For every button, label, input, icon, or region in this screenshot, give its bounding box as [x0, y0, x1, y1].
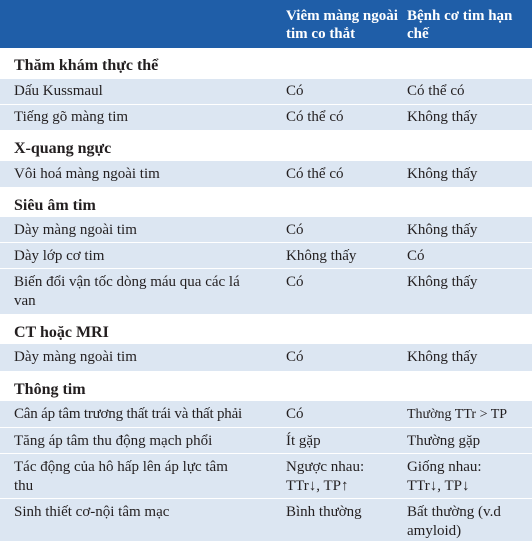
criterion-cell: Tăng áp tâm thu động mạch phổi: [14, 433, 213, 449]
constrictive-cell: Ngược nhau: TTr↓, TP↑: [286, 459, 365, 494]
constrictive-cell: Có: [286, 274, 304, 290]
section-title-row: [0, 48, 532, 79]
restrictive-cell: Thường TTr > TP: [407, 407, 508, 422]
restrictive-cell: Thường gặp: [407, 433, 481, 449]
constrictive-cell: Có: [286, 83, 304, 99]
criterion-cell: Sinh thiết cơ-nội tâm mạc: [14, 504, 170, 520]
criterion-cell: Dày lớp cơ tim: [14, 248, 105, 264]
criterion-cell: Vôi hoá màng ngoài tim: [14, 166, 160, 182]
restrictive-cell: Không thấy: [407, 274, 478, 290]
section-title: Thăm khám thực thể: [14, 57, 159, 74]
table-row: [0, 401, 532, 427]
criterion-cell: Cân áp tâm trương thất trái và thất phải: [14, 406, 242, 422]
criterion-cell: Biến đổi vận tốc dòng máu qua các lá van: [14, 274, 240, 309]
section-title-row: [0, 130, 532, 161]
section-title: Thông tim: [14, 381, 86, 398]
table-row: [0, 79, 532, 104]
criterion-cell: Tác động của hô hấp lên áp lực tâm thu: [14, 459, 228, 494]
criterion-cell: Dấu Kussmaul: [14, 83, 103, 99]
section-title: CT hoặc MRI: [14, 324, 109, 341]
constrictive-cell: Có: [286, 222, 304, 238]
constrictive-cell: Có thể có: [286, 166, 344, 182]
table-header: [0, 0, 532, 48]
criterion-cell: Tiếng gõ màng tim: [14, 109, 129, 125]
header-constrictive-pericarditis: Viêm màng ngoài tim co thắt: [286, 8, 398, 42]
table-row: [0, 161, 532, 187]
table-row: [0, 453, 532, 499]
restrictive-cell: Bất thường (v.d amyloid): [407, 504, 501, 539]
constrictive-cell: Có: [286, 406, 304, 422]
constrictive-cell: Có: [286, 349, 304, 365]
table-row: [0, 104, 532, 131]
section-title: Siêu âm tim: [14, 197, 96, 214]
constrictive-cell: Ít gặp: [286, 433, 321, 449]
section-title-row: [0, 314, 532, 344]
criterion-cell: Dày màng ngoài tim: [14, 349, 137, 365]
restrictive-cell: Có: [407, 248, 425, 264]
section-title-row: [0, 187, 532, 217]
restrictive-cell: Không thấy: [407, 109, 478, 125]
table-row: [0, 427, 532, 454]
table-row: [0, 344, 532, 371]
restrictive-cell: Không thấy: [407, 349, 478, 365]
restrictive-cell: Có thể có: [407, 83, 465, 99]
table-row: [0, 217, 532, 242]
constrictive-cell: Có thể có: [286, 109, 344, 125]
criterion-cell: Dày màng ngoài tim: [14, 222, 137, 238]
table-row: [0, 242, 532, 269]
table-row: [0, 498, 532, 541]
section-title-row: [0, 371, 532, 401]
restrictive-cell: Giống nhau: TTr↓, TP↓: [407, 459, 482, 494]
section-title: X-quang ngực: [14, 140, 112, 157]
restrictive-cell: Không thấy: [407, 166, 478, 182]
header-restrictive-cardiomyopathy: Bệnh cơ tim hạn chế: [407, 8, 513, 42]
constrictive-cell: Không thấy: [286, 248, 357, 264]
constrictive-cell: Bình thường: [286, 504, 362, 520]
table-row: [0, 268, 532, 315]
restrictive-cell: Không thấy: [407, 222, 478, 238]
